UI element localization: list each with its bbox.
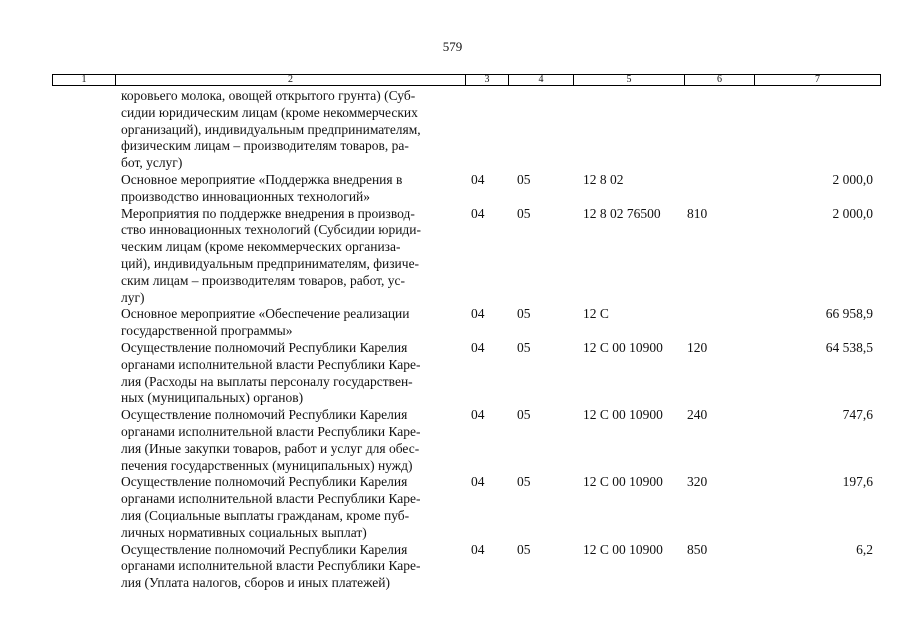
table-row — [52, 474, 880, 541]
cell-amount: 66 958,9 — [825, 306, 873, 322]
cell-col1 — [52, 542, 115, 592]
cell-section: 04 — [471, 205, 485, 221]
cell-description — [115, 407, 465, 474]
description-line: органами исполнительной власти Республики Каре- — [121, 558, 421, 574]
cell-description — [115, 306, 465, 340]
cell-target-code — [573, 88, 684, 172]
cell-section: 04 — [471, 339, 485, 355]
description-line: ство инновационных технологий (Субсидии юриди- — [121, 222, 422, 238]
description-line: Осуществление полномочий Республики Карелия — [121, 474, 408, 490]
description-line: физическим лицам – производителям товаров, ра- — [121, 138, 409, 154]
description-line: производство инновационных технологий» — [121, 188, 371, 204]
description-line: органами исполнительной власти Республики Каре- — [121, 356, 421, 372]
description-line: организаций), индивидуальным предпринимателям, — [121, 121, 421, 137]
cell-description — [115, 474, 465, 541]
table-body — [52, 88, 880, 592]
cell-subsection: 05 — [517, 171, 531, 187]
description-line: лия (Расходы на выплаты персоналу государствен- — [121, 373, 413, 389]
description-line: Осуществление полномочий Республики Карелия — [121, 407, 408, 423]
column-number-5: 5 — [574, 75, 685, 86]
cell-section: 04 — [471, 541, 485, 557]
cell-amount — [754, 88, 880, 172]
description-line: бот, услуг) — [121, 155, 183, 171]
description-line: Мероприятия по поддержке внедрения в производ- — [121, 205, 415, 221]
table-row — [52, 88, 880, 172]
page-number: 579 — [442, 39, 463, 54]
table-header — [52, 74, 881, 86]
description-line: органами исполнительной власти Республики Каре- — [121, 423, 421, 439]
description-line: ческим лицам (кроме некоммерческих организа- — [121, 239, 401, 255]
cell-subsection: 05 — [517, 205, 531, 221]
cell-description — [115, 206, 465, 307]
cell-col1 — [52, 88, 115, 172]
cell-description — [115, 340, 465, 407]
table-row — [52, 306, 880, 340]
description-line: ных (муниципальных) органов) — [121, 390, 304, 406]
cell-section: 04 — [471, 474, 485, 490]
table-row — [52, 407, 880, 474]
cell-expense-type: 850 — [687, 541, 708, 557]
table-row — [52, 542, 880, 592]
description-line: лия (Иные закупки товаров, работ и услуг для обес- — [121, 440, 420, 456]
description-line: государственной программы» — [121, 323, 293, 339]
cell-target-code: 12 С 00 10900 — [583, 407, 663, 423]
cell-target-code: 12 С — [583, 306, 609, 322]
description-line: лия (Социальные выплаты гражданам, кроме пуб- — [121, 507, 410, 523]
cell-expense-type: 240 — [687, 407, 708, 423]
description-line: Основное мероприятие «Обеспечение реализации — [121, 306, 410, 322]
description-line: Осуществление полномочий Республики Карелия — [121, 339, 408, 355]
cell-expense-type: 810 — [687, 205, 708, 221]
cell-description — [115, 542, 465, 592]
column-number-7: 7 — [755, 75, 881, 86]
cell-col1 — [52, 340, 115, 407]
description-line: коровьего молока, овощей открытого грунта) (Суб- — [121, 88, 416, 103]
cell-amount: 2 000,0 — [832, 171, 873, 187]
column-number-1: 1 — [53, 75, 116, 86]
description-line: сидии юридическим лицам (кроме некоммерческих — [121, 104, 418, 120]
table-row — [52, 206, 880, 307]
cell-description — [115, 172, 465, 206]
description-line: ским лицам – производителям товаров, работ, ус- — [121, 272, 406, 288]
cell-description — [115, 88, 465, 172]
cell-target-code: 12 8 02 76500 — [583, 205, 661, 221]
description-line: Основное мероприятие «Поддержка внедрения в — [121, 171, 403, 187]
cell-subsection: 05 — [517, 541, 531, 557]
cell-expense-type — [684, 88, 754, 172]
cell-amount: 197,6 — [842, 474, 873, 490]
cell-target-code: 12 С 00 10900 — [583, 474, 663, 490]
column-number-2: 2 — [116, 75, 466, 86]
description-line: ций), индивидуальным предпринимателям, физиче- — [121, 255, 420, 271]
cell-subsection: 05 — [517, 407, 531, 423]
cell-section: 04 — [471, 407, 485, 423]
cell-col1 — [52, 306, 115, 340]
column-number-3: 3 — [466, 75, 509, 86]
cell-col1 — [52, 206, 115, 307]
description-line: Осуществление полномочий Республики Карелия — [121, 541, 408, 557]
description-line: луг) — [121, 289, 145, 305]
cell-target-code: 12 8 02 — [583, 171, 624, 187]
cell-col1 — [52, 172, 115, 206]
cell-subsection — [508, 88, 573, 172]
description-line: органами исполнительной власти Республики Каре- — [121, 491, 421, 507]
cell-target-code: 12 С 00 10900 — [583, 541, 663, 557]
table-row — [52, 340, 880, 407]
table-row — [52, 172, 880, 206]
column-number-4: 4 — [509, 75, 574, 86]
cell-section: 04 — [471, 171, 485, 187]
description-line: печения государственных (муниципальных) нужд) — [121, 457, 413, 473]
cell-subsection: 05 — [517, 339, 531, 355]
cell-amount: 2 000,0 — [832, 205, 873, 221]
cell-amount: 747,6 — [842, 407, 873, 423]
cell-expense-type: 320 — [687, 474, 708, 490]
cell-col1 — [52, 474, 115, 541]
cell-expense-type — [684, 306, 754, 340]
cell-target-code: 12 С 00 10900 — [583, 339, 663, 355]
description-line: личных нормативных социальных выплат) — [121, 524, 367, 540]
cell-col1 — [52, 407, 115, 474]
cell-expense-type: 120 — [687, 339, 708, 355]
cell-subsection: 05 — [517, 306, 531, 322]
cell-subsection: 05 — [517, 474, 531, 490]
cell-amount: 6,2 — [856, 541, 873, 557]
cell-expense-type — [684, 172, 754, 206]
description-line: лия (Уплата налогов, сборов и иных платежей) — [121, 575, 390, 591]
cell-section — [465, 88, 508, 172]
cell-amount: 64 538,5 — [825, 339, 873, 355]
cell-section: 04 — [471, 306, 485, 322]
column-number-6: 6 — [685, 75, 755, 86]
